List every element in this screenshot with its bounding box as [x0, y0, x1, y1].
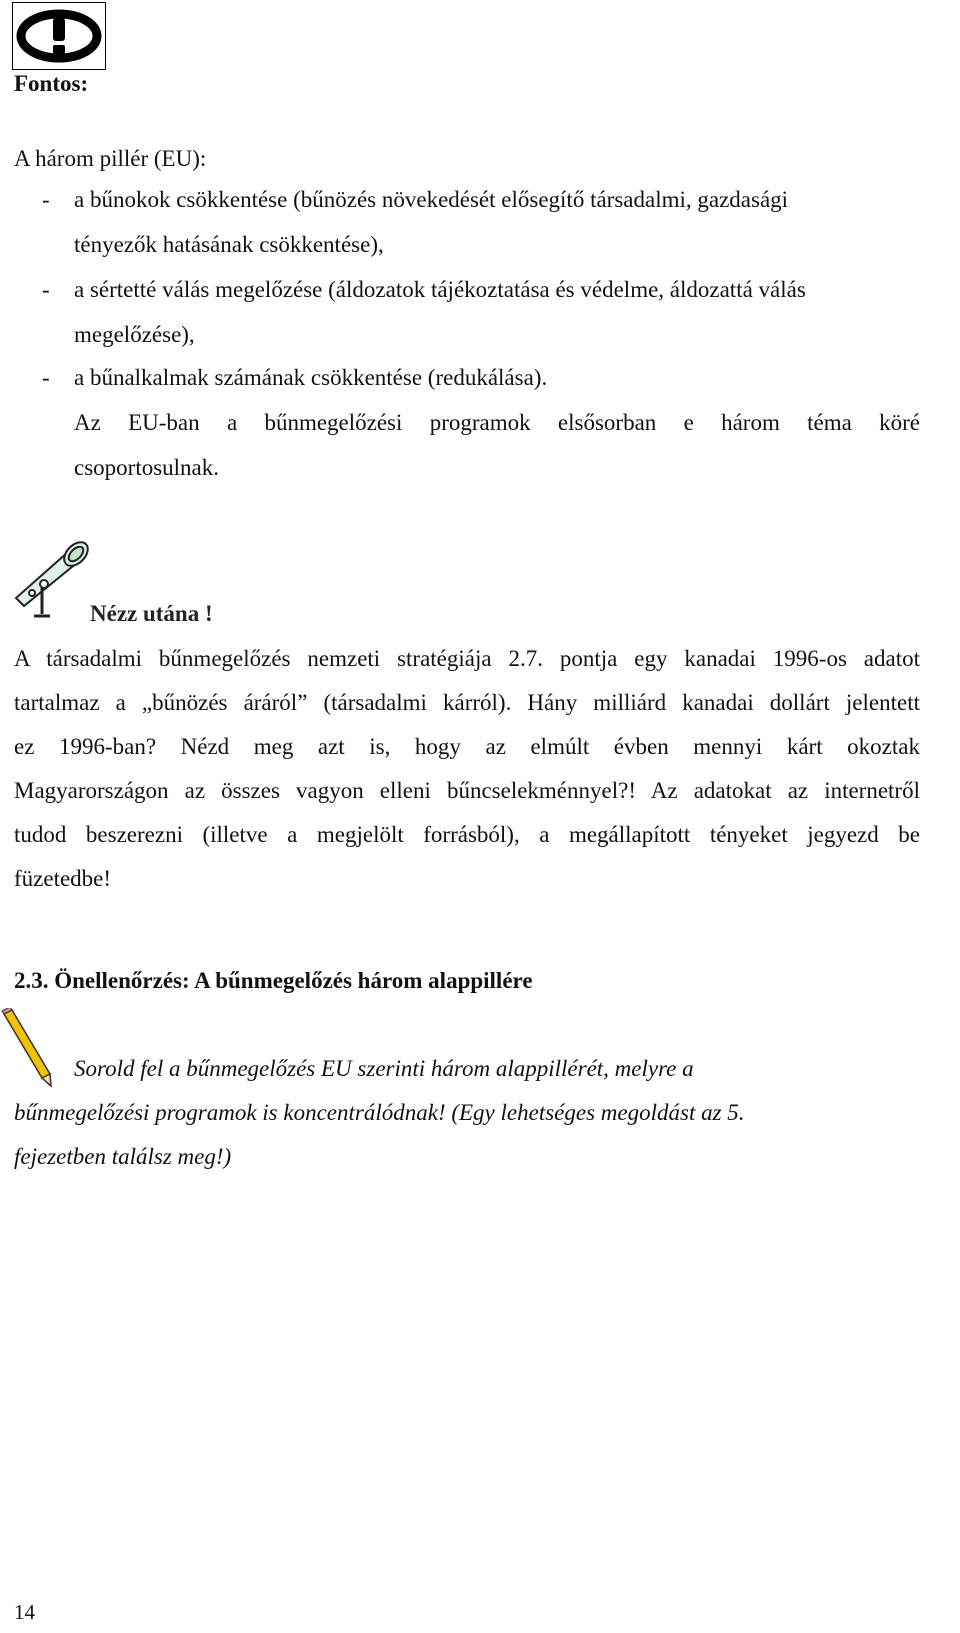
paragraph-line: ez 1996-ban? Nézd meg azt is, hogy az elmúlt évben mennyi kárt okoztak: [14, 734, 920, 759]
pillar-text-line: tényezők hatásának csökkentése),: [74, 232, 384, 257]
paragraph-line: füzetedbe!: [14, 866, 112, 891]
paragraph-line: A társadalmi bűnmegelőzés nemzeti stratégiája 2.7. pontja egy kanadai 1996-os adatot: [14, 646, 920, 671]
pillar-text-line: a bűnokok csökkentése (bűnözés növekedését elősegítő társadalmi, gazdasági: [74, 187, 789, 212]
look-up-heading: Nézz utána !: [90, 601, 213, 626]
paragraph-line: tartalmaz a „bűnözés áráról” (társadalmi kárról). Hány milliárd kanadai dollárt jelentett: [14, 690, 920, 715]
paragraph-line: tudod beszerezni (illetve a megjelölt forrásból), a megállapított tényeket jegyezd be: [14, 822, 920, 847]
list-dash: -: [42, 187, 50, 212]
pillars-summary-line: csoportosulnak.: [74, 455, 220, 480]
pillar-text-line: a bűnalkalmak számának csökkentése (redukálása).: [74, 365, 548, 390]
paragraph-line: Magyarországon az összes vagyon elleni bűncselekménnyel?! Az adatokat az internetről: [14, 778, 920, 803]
pillar-text-line: megelőzése),: [74, 322, 195, 347]
pillar-text-line: a sértetté válás megelőzése (áldozatok tájékoztatása és védelme, áldozattá válás: [74, 277, 806, 302]
list-dash: -: [42, 277, 50, 302]
exclamation-icon: [13, 3, 105, 69]
self-check-heading: 2.3. Önellenőrzés: A bűnmegelőzés három alappillére: [14, 968, 533, 993]
pencil-icon: [0, 1008, 60, 1090]
task-line: fejezetben találsz meg!): [14, 1144, 232, 1169]
page-number: 14: [14, 1600, 35, 1624]
telescope-icon: [10, 536, 94, 620]
important-icon-frame: [12, 2, 106, 70]
list-dash: -: [42, 365, 50, 390]
pillars-intro: A három pillér (EU):: [14, 146, 207, 171]
task-line: bűnmegelőzési programok is koncentrálódnak! (Egy lehetséges megoldást az 5.: [14, 1100, 745, 1125]
important-label: Fontos:: [14, 71, 89, 96]
task-line: Sorold fel a bűnmegelőzés EU szerinti három alappillérét, melyre a: [74, 1056, 694, 1081]
pillars-summary-line: Az EU-ban a bűnmegelőzési programok elsősorban e három téma köré: [74, 410, 920, 435]
